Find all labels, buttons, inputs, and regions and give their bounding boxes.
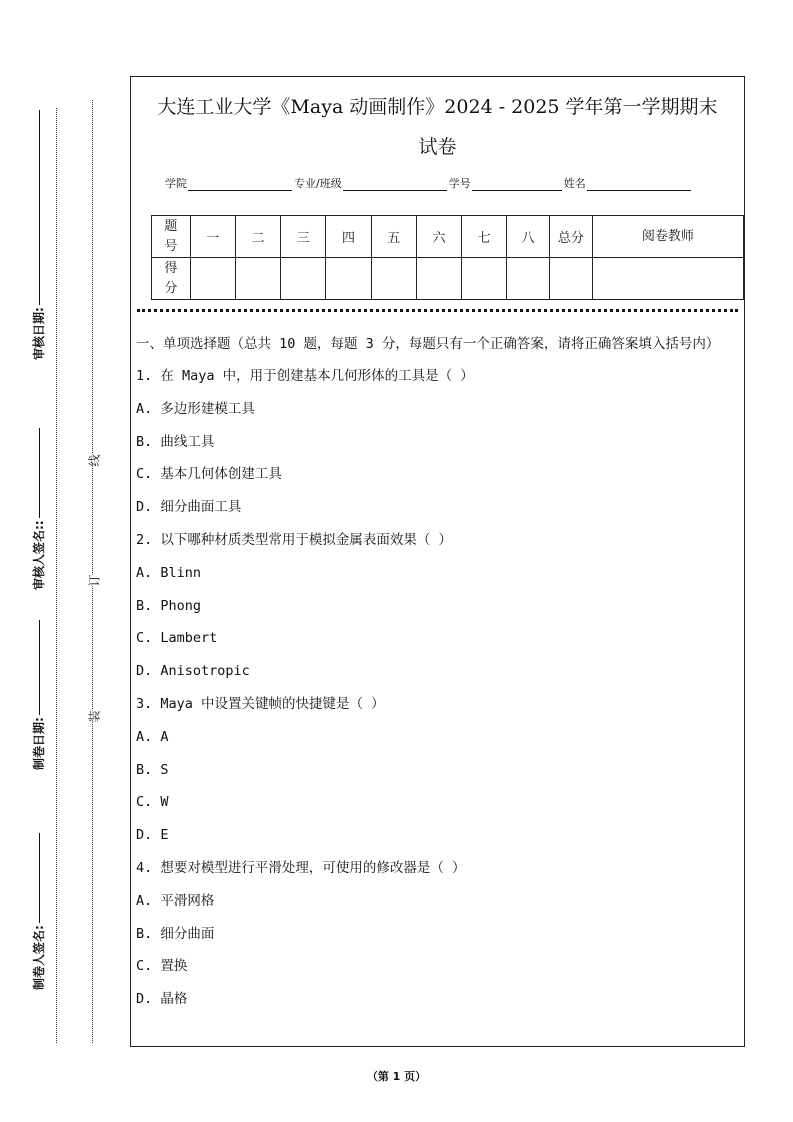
score-header-cell: 一 bbox=[190, 216, 235, 258]
question-block-4 bbox=[136, 856, 736, 1020]
score-input-cell[interactable] bbox=[371, 258, 416, 300]
score-header-cell: 八 bbox=[507, 216, 550, 258]
score-header-cell: 五 bbox=[371, 216, 416, 258]
score-table-header-row bbox=[152, 216, 744, 258]
score-input-cell[interactable] bbox=[462, 258, 507, 300]
question-option: D. 晶格 bbox=[136, 991, 188, 1008]
student-info-row bbox=[165, 175, 693, 191]
question-option: A. A bbox=[136, 728, 169, 745]
paper-date-blank[interactable] bbox=[38, 620, 40, 715]
college-field[interactable] bbox=[188, 178, 292, 191]
question-block-3 bbox=[136, 692, 736, 856]
exam-title bbox=[131, 87, 744, 167]
score-row-label: 得分 bbox=[152, 258, 191, 300]
reviewer-signature-blank[interactable] bbox=[38, 428, 40, 518]
exam-frame bbox=[130, 76, 745, 1047]
reviewer-signature-label: 审核人签名:: bbox=[30, 428, 47, 590]
question-option: A. Blinn bbox=[136, 564, 202, 581]
score-input-cell[interactable] bbox=[416, 258, 461, 300]
score-header-cell: 二 bbox=[235, 216, 280, 258]
exam-content bbox=[136, 333, 736, 1020]
exam-title-line2: 试卷 bbox=[418, 136, 457, 158]
score-input-cell[interactable] bbox=[592, 258, 743, 300]
question-option: C. W bbox=[136, 794, 169, 811]
question-block-1 bbox=[136, 364, 736, 528]
student-id-field[interactable] bbox=[472, 178, 562, 191]
question-stem: 3. Maya 中设置关键帧的快捷键是（ ） bbox=[136, 695, 385, 712]
review-date-label: 审核日期: bbox=[30, 110, 47, 360]
question-option: D. Anisotropic bbox=[136, 663, 250, 680]
college-label: 学院 bbox=[165, 177, 187, 190]
review-date-blank[interactable] bbox=[38, 110, 40, 305]
score-input-cell[interactable] bbox=[507, 258, 550, 300]
paper-maker-signature-blank[interactable] bbox=[38, 833, 40, 923]
binding-order-char: 订 bbox=[87, 574, 102, 587]
question-stem: 2. 以下哪种材质类型常用于模拟金属表面效果（ ） bbox=[136, 531, 453, 548]
name-field[interactable] bbox=[587, 178, 691, 191]
question-option: A. 多边形建模工具 bbox=[136, 400, 255, 417]
score-table bbox=[151, 215, 744, 300]
major-label: 专业/班级 bbox=[294, 177, 342, 190]
score-header-cell: 六 bbox=[416, 216, 461, 258]
question-option: C. 置换 bbox=[136, 958, 188, 975]
score-header-cell: 总分 bbox=[550, 216, 593, 258]
student-id-label: 学号 bbox=[448, 177, 471, 190]
name-label: 姓名 bbox=[563, 177, 586, 190]
question-option: C. 基本几何体创建工具 bbox=[136, 466, 282, 483]
question-option: D. 细分曲面工具 bbox=[136, 499, 242, 516]
margin-dotted-line-left bbox=[56, 108, 57, 1043]
paper-maker-signature-label: 制卷人签名: bbox=[30, 833, 47, 990]
section1-heading: 一、单项选择题（总共 10 题，每题 3 分，每题只有一个正确答案，请将正确答案填入括号内） bbox=[136, 336, 720, 352]
page-number: （第 1 页） bbox=[366, 1070, 427, 1083]
question-option: B. Phong bbox=[136, 597, 202, 614]
question-option: B. S bbox=[136, 761, 169, 778]
question-option: B. 曲线工具 bbox=[136, 433, 215, 450]
exam-title-line1: 大连工业大学《Maya 动画制作》2024 - 2025 学年第一学期期末 bbox=[157, 96, 718, 118]
score-input-cell[interactable] bbox=[326, 258, 371, 300]
question-stem: 1. 在 Maya 中，用于创建基本几何形体的工具是（ ） bbox=[136, 368, 474, 384]
score-header-cell: 七 bbox=[462, 216, 507, 258]
score-input-cell[interactable] bbox=[235, 258, 280, 300]
binding-line-char: 线 bbox=[87, 454, 102, 467]
margin-dotted-line-right bbox=[92, 100, 93, 1043]
score-input-cell[interactable] bbox=[281, 258, 326, 300]
score-table-score-row bbox=[152, 258, 744, 300]
score-header-cell: 三 bbox=[281, 216, 326, 258]
paper-date-label: 制卷日期: bbox=[30, 620, 47, 770]
header-divider bbox=[137, 309, 738, 312]
score-input-cell[interactable] bbox=[550, 258, 593, 300]
question-block-2 bbox=[136, 528, 736, 692]
question-option: C. Lambert bbox=[136, 630, 218, 647]
score-input-cell[interactable] bbox=[190, 258, 235, 300]
question-option: A. 平滑网格 bbox=[136, 892, 215, 909]
question-stem: 4. 想要对模型进行平滑处理，可使用的修改器是（ ） bbox=[136, 859, 466, 876]
question-option: B. 细分曲面 bbox=[136, 925, 215, 942]
question-option: D. E bbox=[136, 827, 169, 844]
binding-bind-char: 装 bbox=[87, 710, 102, 723]
score-header-cell: 四 bbox=[326, 216, 371, 258]
major-field[interactable] bbox=[343, 178, 447, 191]
score-header-cell: 题号 bbox=[152, 216, 191, 258]
score-header-cell: 阅卷教师 bbox=[592, 216, 743, 258]
